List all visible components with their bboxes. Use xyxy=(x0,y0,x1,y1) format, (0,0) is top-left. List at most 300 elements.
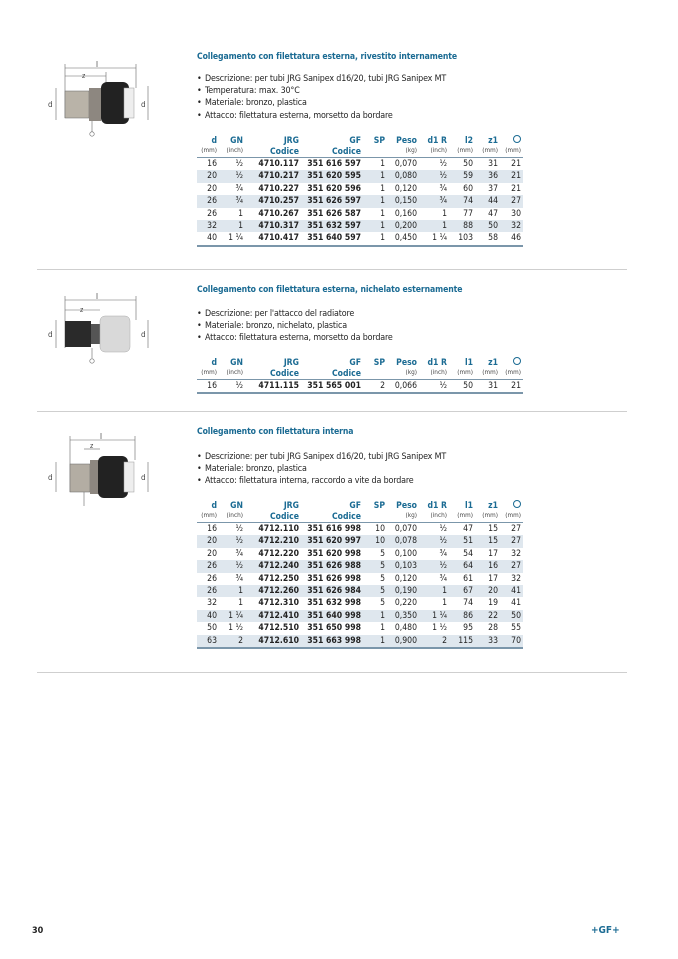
section-divider xyxy=(37,269,627,270)
column-header-sp: SP xyxy=(373,135,385,146)
column-unit-sp xyxy=(363,511,387,523)
cell-jrg-code: 4710.227 xyxy=(258,183,299,194)
cell-gn: ½ xyxy=(235,524,243,534)
cell-jrg-code: 4712.260 xyxy=(245,585,301,597)
cell-length: 50 xyxy=(463,159,473,169)
column-header-jrg-code: JRG xyxy=(283,135,299,146)
cell-sp: 1 xyxy=(380,183,385,194)
cell-d: 26 xyxy=(207,208,217,219)
cell-weight: 0,120 xyxy=(394,183,417,194)
column-header-z1: z1 xyxy=(488,500,498,511)
column-header-weight: Peso xyxy=(396,500,417,511)
cell-jrg-code: 4710.117 xyxy=(258,159,299,169)
cell-sp: 1 xyxy=(380,159,385,169)
cell-d: 16 xyxy=(207,159,217,169)
cell-z1: 17 xyxy=(488,573,498,584)
table-row xyxy=(197,170,523,182)
cell-jrg-code: 4711.115 xyxy=(245,380,301,394)
cell-diameter: 32 xyxy=(511,573,521,584)
cell-z1: 17 xyxy=(488,548,498,559)
cell-z1: 16 xyxy=(475,560,500,572)
column-header-jrg-code: JRG xyxy=(283,500,299,511)
cell-d1r: 2 xyxy=(419,635,449,648)
column-header-sp: SP xyxy=(373,357,385,368)
cell-d: 26 xyxy=(207,573,217,584)
cell-z1: 33 xyxy=(475,635,500,648)
table-row xyxy=(197,635,523,648)
feature-item: • Attacco: filettatura esterna, morsetto da bordare xyxy=(197,332,393,344)
cell-sp: 10 xyxy=(375,524,385,534)
cell-diameter: 21 xyxy=(511,183,521,194)
cell-gn: 1 xyxy=(219,220,245,232)
gf-logo: +GF+ xyxy=(591,925,620,936)
table-row xyxy=(197,597,523,609)
cell-d1r: ½ xyxy=(439,524,447,534)
column-unit-length: (mm) xyxy=(449,368,475,380)
cell-jrg-code: 4710.217 xyxy=(245,170,301,182)
cell-gn: ½ xyxy=(219,380,245,394)
cell-sp: 10 xyxy=(363,535,387,547)
cell-weight: 0,480 xyxy=(394,623,417,634)
cell-length: 67 xyxy=(449,585,475,597)
column-header-length: l1 xyxy=(464,357,473,368)
cell-gf-code: 351 620 595 xyxy=(301,170,363,182)
table-header-row xyxy=(197,357,523,368)
column-unit-weight: (kg) xyxy=(387,368,419,380)
column-header-d1r: d1 R xyxy=(427,357,447,368)
cell-d: 26 xyxy=(197,195,219,207)
cell-z1: 28 xyxy=(488,623,498,634)
feature-list xyxy=(197,451,446,488)
cell-weight: 0,066 xyxy=(387,380,419,394)
cell-weight: 0,150 xyxy=(387,195,419,207)
cell-d: 16 xyxy=(197,380,219,394)
table-row xyxy=(197,208,523,220)
feature-item: • Attacco: filettatura esterna, morsetto da bordare xyxy=(197,110,446,122)
cell-gn: 1 xyxy=(219,585,245,597)
cell-gn: ¾ xyxy=(219,195,245,207)
cell-sp: 5 xyxy=(363,560,387,572)
cell-length: 54 xyxy=(463,548,473,559)
column-header-d: d xyxy=(211,500,217,511)
column-unit-jrg-code: Codice xyxy=(245,146,301,158)
section-divider xyxy=(37,411,627,412)
svg-text:l: l xyxy=(96,292,98,301)
cell-d: 26 xyxy=(197,585,219,597)
feature-item: • Descrizione: per tubi JRG Sanipex d16/20, tubi JRG Sanipex MT xyxy=(197,73,446,85)
cell-d: 32 xyxy=(207,598,217,609)
table-row xyxy=(197,380,523,394)
cell-d1r: 1 xyxy=(442,208,447,219)
cell-gf-code: 351 632 597 xyxy=(301,220,363,232)
column-header-z1: z1 xyxy=(488,357,498,368)
cell-gf-code: 351 626 984 xyxy=(301,585,363,597)
cell-gn: 1 xyxy=(238,598,243,609)
cell-length: 60 xyxy=(463,183,473,194)
cell-diameter: 55 xyxy=(511,623,521,634)
cell-z1: 37 xyxy=(488,183,498,194)
cell-length: 74 xyxy=(463,598,473,609)
cell-jrg-code: 4712.250 xyxy=(258,573,299,584)
cell-diameter: 21 xyxy=(500,380,523,394)
cell-diameter: 27 xyxy=(500,535,523,547)
feature-list xyxy=(197,308,393,345)
table-unit-row xyxy=(197,146,523,158)
svg-text:z: z xyxy=(90,442,94,450)
cell-gf-code: 351 650 998 xyxy=(307,623,361,634)
column-unit-length: (mm) xyxy=(449,146,475,158)
cell-d: 16 xyxy=(207,524,217,534)
column-unit-d: (mm) xyxy=(197,146,219,158)
column-header-diameter xyxy=(500,500,523,511)
column-unit-z1: (mm) xyxy=(475,368,500,380)
cell-gf-code: 351 640 597 xyxy=(301,232,363,245)
cell-length: 95 xyxy=(463,623,473,634)
table-row xyxy=(197,610,523,622)
cell-jrg-code: 4712.240 xyxy=(245,560,301,572)
cell-d1r: ½ xyxy=(419,560,449,572)
cell-gn: 1 ¼ xyxy=(219,610,245,622)
cell-gf-code: 351 616 597 xyxy=(307,159,361,169)
cell-weight: 0,080 xyxy=(387,170,419,182)
cell-diameter: 30 xyxy=(511,208,521,219)
column-unit-gn: (inch) xyxy=(219,368,245,380)
column-header-gn: GN xyxy=(230,357,243,368)
cell-d1r: 1 ½ xyxy=(432,623,447,634)
cell-z1: 19 xyxy=(488,598,498,609)
column-unit-d1r: (inch) xyxy=(419,511,449,523)
cell-jrg-code: 4712.410 xyxy=(245,610,301,622)
cell-length: 47 xyxy=(463,524,473,534)
cell-gf-code: 351 632 998 xyxy=(307,598,361,609)
column-header-length: l1 xyxy=(464,500,473,511)
cell-d1r: ¾ xyxy=(419,195,449,207)
cell-weight: 0,190 xyxy=(387,585,419,597)
cell-gn: ¾ xyxy=(235,548,243,559)
cell-sp: 1 xyxy=(363,220,387,232)
column-header-gn: GN xyxy=(230,135,243,146)
cell-z1: 58 xyxy=(475,232,500,245)
column-unit-diameter: (mm) xyxy=(500,511,523,523)
column-unit-z1: (mm) xyxy=(475,146,500,158)
cell-sp: 1 xyxy=(380,623,385,634)
column-unit-d: (mm) xyxy=(197,511,219,523)
feature-list xyxy=(197,73,446,122)
svg-text:d: d xyxy=(141,473,146,482)
feature-item: • Descrizione: per l'attacco del radiatore xyxy=(197,308,393,320)
cell-weight: 0,350 xyxy=(387,610,419,622)
cell-length: 74 xyxy=(449,195,475,207)
cell-length: 86 xyxy=(449,610,475,622)
cell-length: 77 xyxy=(463,208,473,219)
cell-gn: ¾ xyxy=(235,573,243,584)
cell-d: 20 xyxy=(207,183,217,194)
cell-z1: 36 xyxy=(475,170,500,182)
cell-gn: 2 xyxy=(219,635,245,648)
cell-gf-code: 351 626 988 xyxy=(301,560,363,572)
table-row xyxy=(197,523,523,536)
cell-weight: 0,900 xyxy=(387,635,419,648)
column-unit-jrg-code: Codice xyxy=(245,368,301,380)
cell-d1r: ½ xyxy=(419,170,449,182)
cell-length: 59 xyxy=(449,170,475,182)
cell-jrg-code: 4712.310 xyxy=(258,598,299,609)
table-row xyxy=(197,535,523,547)
fitting-drawing-nickel xyxy=(40,290,160,370)
column-unit-weight: (kg) xyxy=(387,146,419,158)
cell-diameter: 41 xyxy=(500,585,523,597)
cell-z1: 15 xyxy=(475,535,500,547)
table-unit-row xyxy=(197,368,523,380)
cell-diameter: 70 xyxy=(500,635,523,648)
cell-jrg-code: 4712.510 xyxy=(258,623,299,634)
cell-gn: ½ xyxy=(219,535,245,547)
cell-d1r: 1 ¼ xyxy=(419,610,449,622)
cell-diameter: 41 xyxy=(511,598,521,609)
cell-weight: 0,078 xyxy=(387,535,419,547)
cell-length: 61 xyxy=(463,573,473,584)
cell-weight: 0,070 xyxy=(394,159,417,169)
column-unit-d1r: (inch) xyxy=(419,368,449,380)
table-row xyxy=(197,560,523,572)
cell-z1: 20 xyxy=(475,585,500,597)
cell-sp: 5 xyxy=(380,598,385,609)
cell-d: 40 xyxy=(197,232,219,245)
cell-z1: 31 xyxy=(488,159,498,169)
table-row xyxy=(197,195,523,207)
column-unit-z1: (mm) xyxy=(475,511,500,523)
feature-item: • Attacco: filettatura interna, raccordo a vite da bordare xyxy=(197,475,446,487)
cell-d: 20 xyxy=(207,548,217,559)
cell-diameter: 27 xyxy=(500,195,523,207)
cell-length: 88 xyxy=(449,220,475,232)
cell-d: 20 xyxy=(197,170,219,182)
cell-gn: ¾ xyxy=(235,183,243,194)
cell-d1r: ½ xyxy=(419,535,449,547)
svg-text:d: d xyxy=(141,330,146,339)
column-header-diameter xyxy=(500,135,523,146)
cell-weight: 0,070 xyxy=(394,524,417,534)
cell-diameter: 50 xyxy=(500,610,523,622)
cell-z1: 31 xyxy=(475,380,500,394)
column-unit-diameter: (mm) xyxy=(500,368,523,380)
cell-sp: 1 xyxy=(363,635,387,648)
fitting-drawing-internal-thread xyxy=(40,430,160,510)
feature-item: • Materiale: bronzo, plastica xyxy=(197,97,446,109)
table-row xyxy=(197,622,523,634)
cell-jrg-code: 4710.257 xyxy=(245,195,301,207)
circle-icon xyxy=(513,135,521,143)
column-unit-d: (mm) xyxy=(197,368,219,380)
cell-diameter: 21 xyxy=(500,170,523,182)
table-unit-row xyxy=(197,511,523,523)
column-unit-jrg-code: Codice xyxy=(245,511,301,523)
column-header-jrg-code: JRG xyxy=(283,357,299,368)
column-header-d1r: d1 R xyxy=(427,135,447,146)
column-header-gf-code: GF xyxy=(349,135,361,146)
circle-icon xyxy=(513,500,521,508)
cell-gf-code: 351 620 596 xyxy=(307,183,361,194)
cell-d1r: 1 xyxy=(442,598,447,609)
cell-d: 26 xyxy=(197,560,219,572)
cell-gf-code: 351 640 998 xyxy=(301,610,363,622)
cell-d1r: 1 xyxy=(419,220,449,232)
circle-icon xyxy=(513,357,521,365)
cell-weight: 0,103 xyxy=(387,560,419,572)
cell-d: 32 xyxy=(197,220,219,232)
cell-z1: 50 xyxy=(475,220,500,232)
cell-d1r: 1 xyxy=(419,585,449,597)
cell-jrg-code: 4710.317 xyxy=(245,220,301,232)
table-row xyxy=(197,548,523,560)
column-unit-length: (mm) xyxy=(449,511,475,523)
cell-jrg-code: 4712.220 xyxy=(258,548,299,559)
table-row xyxy=(197,183,523,195)
column-header-weight: Peso xyxy=(396,135,417,146)
cell-diameter: 27 xyxy=(511,524,521,534)
product-table xyxy=(197,357,523,394)
table-header-row xyxy=(197,500,523,511)
column-unit-diameter: (mm) xyxy=(500,146,523,158)
cell-z1: 22 xyxy=(475,610,500,622)
cell-length: 51 xyxy=(449,535,475,547)
column-header-diameter xyxy=(500,357,523,368)
cell-length: 103 xyxy=(449,232,475,245)
table-row xyxy=(197,220,523,232)
column-unit-gf-code: Codice xyxy=(301,146,363,158)
cell-gn: 1 ½ xyxy=(228,623,243,634)
cell-d1r: ¾ xyxy=(439,548,447,559)
cell-jrg-code: 4712.210 xyxy=(245,535,301,547)
cell-diameter: 32 xyxy=(500,220,523,232)
table-row xyxy=(197,232,523,245)
table-row xyxy=(197,573,523,585)
cell-d1r: ¾ xyxy=(439,183,447,194)
table-row xyxy=(197,585,523,597)
column-header-gf-code: GF xyxy=(349,357,361,368)
svg-text:z: z xyxy=(80,306,84,314)
svg-text:l: l xyxy=(100,432,102,441)
cell-weight: 0,100 xyxy=(394,548,417,559)
cell-d: 20 xyxy=(197,535,219,547)
cell-z1: 44 xyxy=(475,195,500,207)
column-header-d1r: d1 R xyxy=(427,500,447,511)
cell-sp: 5 xyxy=(380,548,385,559)
cell-weight: 0,160 xyxy=(394,208,417,219)
cell-jrg-code: 4710.417 xyxy=(245,232,301,245)
page-number: 30 xyxy=(32,926,44,936)
section-title: Collegamento con filettatura esterna, rivestito internamente xyxy=(197,52,458,62)
column-header-z1: z1 xyxy=(488,135,498,146)
cell-d: 40 xyxy=(197,610,219,622)
column-header-gn: GN xyxy=(230,500,243,511)
cell-length: 115 xyxy=(449,635,475,648)
cell-gn: 1 xyxy=(238,208,243,219)
cell-diameter: 46 xyxy=(500,232,523,245)
column-unit-sp xyxy=(363,368,387,380)
cell-sp: 1 xyxy=(363,610,387,622)
table-row xyxy=(197,158,523,171)
feature-item: • Materiale: bronzo, plastica xyxy=(197,463,446,475)
section-divider xyxy=(37,672,627,673)
cell-sp: 5 xyxy=(363,585,387,597)
product-table xyxy=(197,135,523,247)
cell-length: 50 xyxy=(449,380,475,394)
cell-sp: 1 xyxy=(380,208,385,219)
cell-weight: 0,200 xyxy=(387,220,419,232)
column-unit-gn: (inch) xyxy=(219,146,245,158)
column-unit-gf-code: Codice xyxy=(301,368,363,380)
column-unit-gf-code: Codice xyxy=(301,511,363,523)
cell-d1r: 1 ¼ xyxy=(419,232,449,245)
section-title: Collegamento con filettatura esterna, nichelato esternamente xyxy=(197,285,463,295)
cell-diameter: 27 xyxy=(500,560,523,572)
cell-gn: 1 ¼ xyxy=(219,232,245,245)
section-title: Collegamento con filettatura interna xyxy=(197,427,354,437)
svg-text:d: d xyxy=(48,100,53,109)
cell-jrg-code: 4712.110 xyxy=(258,524,299,534)
svg-text:d: d xyxy=(141,100,146,109)
fitting-drawing-external-thread xyxy=(40,58,160,138)
cell-gf-code: 351 626 998 xyxy=(307,573,361,584)
cell-d1r: ½ xyxy=(419,380,449,394)
column-unit-d1r: (inch) xyxy=(419,146,449,158)
cell-d1r: ¾ xyxy=(439,573,447,584)
feature-item: • Materiale: bronzo, nichelato, plastica xyxy=(197,320,393,332)
cell-d: 63 xyxy=(197,635,219,648)
feature-item: • Descrizione: per tubi JRG Sanipex d16/20, tubi JRG Sanipex MT xyxy=(197,451,446,463)
cell-weight: 0,450 xyxy=(387,232,419,245)
cell-gf-code: 351 616 998 xyxy=(307,524,361,534)
cell-length: 64 xyxy=(449,560,475,572)
column-unit-sp xyxy=(363,146,387,158)
column-header-d: d xyxy=(211,357,217,368)
cell-diameter: 21 xyxy=(511,159,521,169)
cell-sp: 5 xyxy=(380,573,385,584)
column-unit-weight: (kg) xyxy=(387,511,419,523)
product-table xyxy=(197,500,523,649)
cell-sp: 1 xyxy=(363,195,387,207)
cell-gn: ½ xyxy=(235,159,243,169)
cell-weight: 0,220 xyxy=(394,598,417,609)
cell-weight: 0,120 xyxy=(394,573,417,584)
table-header-row xyxy=(197,135,523,146)
column-header-length: l2 xyxy=(464,135,473,146)
column-header-gf-code: GF xyxy=(349,500,361,511)
dimension-label-l: l xyxy=(96,60,98,69)
cell-z1: 47 xyxy=(488,208,498,219)
cell-gn: ½ xyxy=(219,170,245,182)
cell-gn: ½ xyxy=(219,560,245,572)
cell-diameter: 32 xyxy=(511,548,521,559)
cell-sp: 2 xyxy=(363,380,387,394)
cell-d1r: ½ xyxy=(439,159,447,169)
svg-text:d: d xyxy=(48,473,53,482)
cell-gf-code: 351 620 997 xyxy=(301,535,363,547)
column-header-sp: SP xyxy=(373,500,385,511)
cell-gf-code: 351 626 587 xyxy=(307,208,361,219)
column-unit-gn: (inch) xyxy=(219,511,245,523)
svg-text:d: d xyxy=(48,330,53,339)
cell-d: 50 xyxy=(207,623,217,634)
cell-gf-code: 351 620 998 xyxy=(307,548,361,559)
cell-gf-code: 351 565 001 xyxy=(301,380,363,394)
cell-jrg-code: 4710.267 xyxy=(258,208,299,219)
cell-sp: 1 xyxy=(363,232,387,245)
cell-gf-code: 351 663 998 xyxy=(301,635,363,648)
cell-sp: 1 xyxy=(363,170,387,182)
svg-text:z: z xyxy=(82,72,86,80)
